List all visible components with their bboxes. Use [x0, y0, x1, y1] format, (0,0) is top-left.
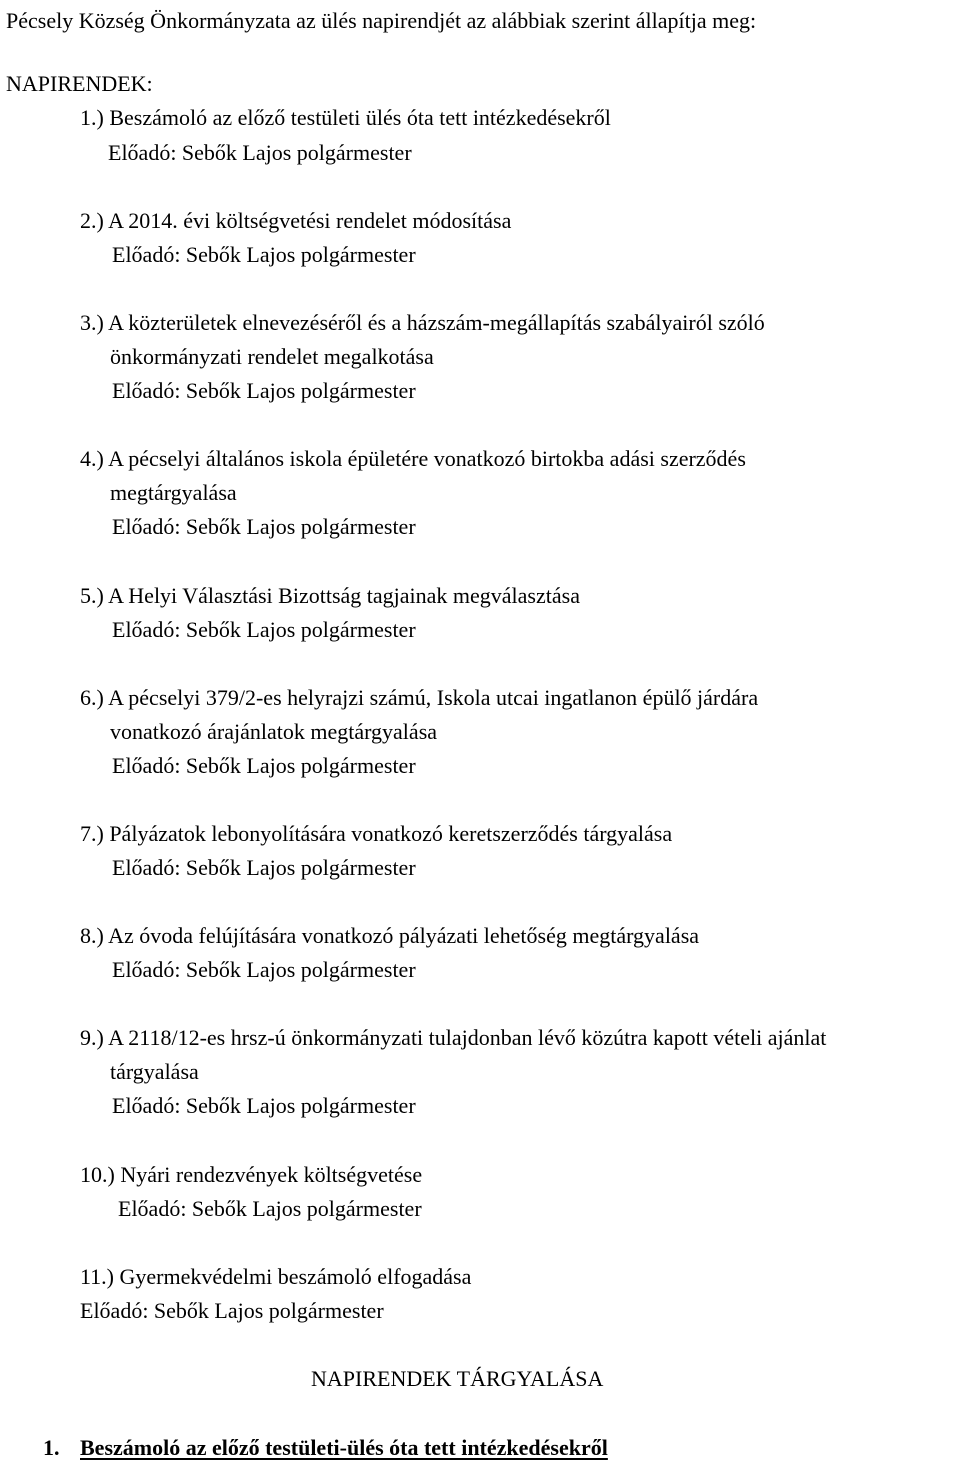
- agenda-item-presenter: Előadó: Sebők Lajos polgármester: [80, 1298, 384, 1323]
- agenda-item-title-continued: vonatkozó árajánlatok megtárgyalása: [110, 719, 438, 744]
- agenda-item-presenter: Előadó: Sebők Lajos polgármester: [118, 1196, 422, 1221]
- agenda-item-presenter: Előadó: Sebők Lajos polgármester: [112, 957, 416, 982]
- agenda-item-title: 6.) A pécselyi 379/2-es helyrajzi számú, Iskola utcai ingatlanon épülő járdára: [80, 685, 759, 710]
- agenda-item-title: 10.) Nyári rendezvények költségvetése: [80, 1162, 423, 1187]
- section-title: Beszámoló az előző testületi-ülés óta tett intézkedésekről: [80, 1435, 608, 1460]
- agenda-item-title: 9.) A 2118/12-es hrsz-ú önkormányzati tulajdonban lévő közútra kapott vételi ajánlat: [80, 1025, 827, 1050]
- agenda-item-presenter: Előadó: Sebők Lajos polgármester: [112, 855, 416, 880]
- agenda-item-title: 2.) A 2014. évi költségvetési rendelet módosítása: [80, 208, 512, 233]
- agenda-item-title-continued: önkormányzati rendelet megalkotása: [110, 344, 434, 369]
- agenda-item-presenter: Előadó: Sebők Lajos polgármester: [112, 617, 416, 642]
- agenda-item-title: 8.) Az óvoda felújítására vonatkozó pályázati lehetőség megtárgyalása: [80, 923, 700, 948]
- section-number: 1.: [43, 1435, 60, 1460]
- agenda-item-title-continued: megtárgyalása: [110, 480, 237, 505]
- agenda-item-presenter: Előadó: Sebők Lajos polgármester: [108, 140, 412, 165]
- agenda-item-presenter: Előadó: Sebők Lajos polgármester: [112, 1093, 416, 1118]
- discussion-heading: NAPIRENDEK TÁRGYALÁSA: [311, 1366, 604, 1391]
- agenda-item-presenter: Előadó: Sebők Lajos polgármester: [112, 753, 416, 778]
- agenda-item-presenter: Előadó: Sebők Lajos polgármester: [112, 378, 416, 403]
- agenda-item-title: 11.) Gyermekvédelmi beszámoló elfogadása: [80, 1264, 472, 1289]
- intro-text: Pécsely Község Önkormányzata az ülés napirendjét az alábbiak szerint állapítja meg:: [6, 8, 757, 33]
- agenda-heading: NAPIRENDEK:: [6, 71, 153, 96]
- agenda-item-title: 3.) A közterületek elnevezéséről és a házszám-megállapítás szabályairól szóló: [80, 310, 765, 335]
- agenda-item-title: 1.) Beszámoló az előző testületi ülés óta tett intézkedésekről: [80, 105, 611, 130]
- agenda-item-presenter: Előadó: Sebők Lajos polgármester: [112, 242, 416, 267]
- agenda-item-title-continued: tárgyalása: [110, 1059, 199, 1084]
- agenda-item-title: 4.) A pécselyi általános iskola épületére vonatkozó birtokba adási szerződés: [80, 446, 746, 471]
- agenda-item-presenter: Előadó: Sebők Lajos polgármester: [112, 514, 416, 539]
- agenda-item-title: 7.) Pályázatok lebonyolítására vonatkozó keretszerződés tárgyalása: [80, 821, 673, 846]
- agenda-item-title: 5.) A Helyi Választási Bizottság tagjainak megválasztása: [80, 583, 580, 608]
